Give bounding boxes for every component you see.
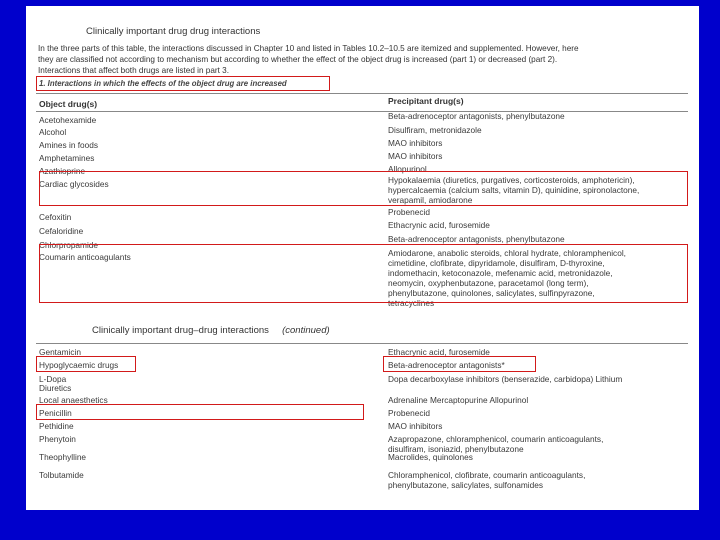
precipitant-drug-line: Ethacrynic acid, furosemide xyxy=(388,220,490,230)
precipitant-drug-line: cimetidine, clofibrate, dipyridamole, disulfiram, D-thyroxine, xyxy=(388,258,605,268)
intro-line-1: In the three parts of this table, the interactions discussed in Chapter 10 and listed in Tables 10.2–10.5 are itemized and supplemented. However, here xyxy=(38,44,579,53)
precipitant-drug-line: Dopa decarboxylase inhibitors (benserazide, carbidopa) Lithium xyxy=(388,374,623,384)
hypoglycaemic-highlight-box xyxy=(36,356,136,372)
object-drug-acetohexamide: Acetohexamide xyxy=(39,115,97,125)
precipitant-drug-line: Azapropazone, chloramphenicol, coumarin anticoagulants, xyxy=(388,434,604,444)
penicillin-highlight-box xyxy=(36,404,364,420)
precipitant-drug-line: Chloramphenicol, clofibrate, coumarin anticoagulants, xyxy=(388,470,586,480)
object-drug-cardiac-glycosides: Cardiac glycosides xyxy=(39,179,109,189)
object-drug-hypoglycaemic-drugs: Hypoglycaemic drugs xyxy=(39,360,119,370)
precipitant-drug-header: Precipitant drug(s) xyxy=(388,96,464,106)
document-page xyxy=(26,6,699,510)
object-drug-penicillin: Penicillin xyxy=(39,408,72,418)
object-drug-amphetamines: Amphetamines xyxy=(39,153,95,163)
precipitant-drug-line: Probenecid xyxy=(388,207,430,217)
continued-title: Clinically important drug–drug interactions (continued) xyxy=(92,325,330,336)
coumarin-highlight-box xyxy=(39,244,688,303)
beta-antagonists-highlight-box xyxy=(383,356,536,372)
intro-line-3: Interactions that affect both drugs are listed in part 3. xyxy=(38,66,230,75)
part1-label: 1. Interactions in which the effects of the object drug are increased xyxy=(39,79,287,88)
precipitant-drug-line: Allopurinol xyxy=(388,164,427,174)
precipitant-drug-line: Disulfiram, metronidazole xyxy=(388,125,482,135)
precipitant-drug-line: phenylbutazone, salicylates, sulfonamides xyxy=(388,480,543,490)
object-drug-amines-in-foods: Amines in foods xyxy=(39,140,99,150)
precipitant-drug-line: Ethacrynic acid, furosemide xyxy=(388,347,490,357)
object-drug-tolbutamide: Tolbutamide xyxy=(39,470,84,480)
precipitant-drug-line: indomethacin, ketoconazole, mefenamic acid, metronidazole, xyxy=(388,268,613,278)
object-drug-cefoxitin: Cefoxitin xyxy=(39,212,72,222)
object-drug-header: Object drug(s) xyxy=(39,99,98,109)
object-drug-coumarin-anticoagulants: Coumarin anticoagulants xyxy=(39,252,131,262)
object-drug-gentamicin: Gentamicin xyxy=(39,347,81,357)
object-drug-cefaloridine: Cefaloridine xyxy=(39,226,84,236)
precipitant-drug-line: hypercalcaemia (calcium salts, vitamin D), quinidine, spironolactone, xyxy=(388,185,640,195)
header-bottom-rule xyxy=(36,111,688,112)
precipitant-drug-line: MAO inhibitors xyxy=(388,421,443,431)
precipitant-drug-line: Beta-adrenoceptor antagonists* xyxy=(388,360,505,370)
precipitant-drug-line: Amiodarone, anabolic steroids, chloral hydrate, chloramphenicol, xyxy=(388,248,626,258)
page-title: Clinically important drug drug interactions xyxy=(86,26,261,37)
object-drug-local-anaesthetics: Local anaesthetics xyxy=(39,395,108,405)
header-top-rule xyxy=(36,93,688,94)
intro-line-2: they are classified not according to mechanism but according to whether the effect of the object drug is increased (part 1) or decreased (part 2). xyxy=(38,55,558,64)
object-drug-alcohol: Alcohol xyxy=(39,127,67,137)
precipitant-drug-line: tetracyclines xyxy=(388,298,435,308)
precipitant-drug-line: Adrenaline Mercaptopurine Allopurinol xyxy=(388,395,529,405)
precipitant-drug-line: Probenecid xyxy=(388,408,430,418)
precipitant-drug-line: MAO inhibitors xyxy=(388,151,443,161)
cardiac-glycosides-highlight-box xyxy=(39,171,688,206)
precipitant-drug-line: disulfiram, isoniazid, phenylbutazone xyxy=(388,444,524,454)
precipitant-drug-line: phenylbutazone, quinolones, salicylates, sulfinpyrazone, xyxy=(388,288,595,298)
object-drug-phenytoin: Phenytoin xyxy=(39,434,76,444)
object-drug-l-dopa: L-Dopa xyxy=(39,374,67,384)
object-drug-diuretics: Diuretics xyxy=(39,383,72,393)
object-drug-theophylline: Theophylline xyxy=(39,452,87,462)
object-drug-azathioprine: Azathioprine xyxy=(39,166,86,176)
continued-rule xyxy=(36,343,688,344)
object-drug-pethidine: Pethidine xyxy=(39,421,74,431)
precipitant-drug-line: Beta-adrenoceptor antagonists, phenylbutazone xyxy=(388,234,565,244)
precipitant-drug-line: neomycin, oxyphenbutazone, paracetamol (long term), xyxy=(388,278,589,288)
precipitant-drug-line: Hypokalaemia (diuretics, purgatives, corticosteroids, amphotericin), xyxy=(388,175,635,185)
precipitant-drug-line: Macrolides, quinolones xyxy=(388,452,473,462)
precipitant-drug-line: Beta-adrenoceptor antagonists, phenylbutazone xyxy=(388,111,565,121)
object-drug-chlorpropamide: Chlorpropamide xyxy=(39,240,99,250)
precipitant-drug-line: MAO inhibitors xyxy=(388,138,443,148)
precipitant-drug-line: verapamil, amiodarone xyxy=(388,195,473,205)
